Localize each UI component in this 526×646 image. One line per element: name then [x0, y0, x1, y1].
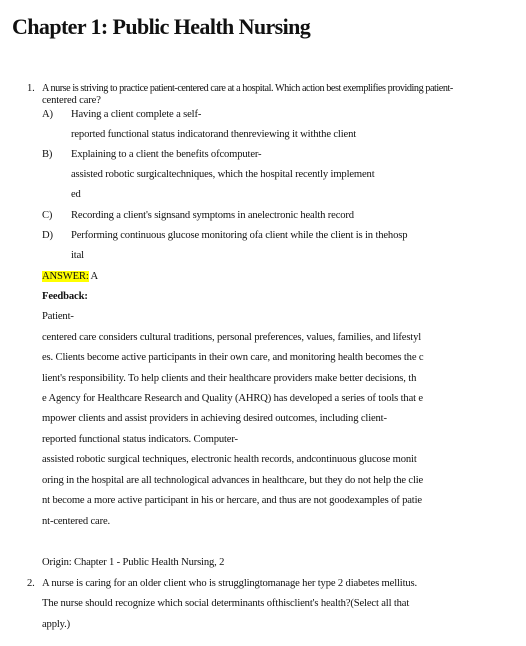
question-1-number: 1. — [27, 83, 35, 94]
question-2-number: 2. — [27, 578, 35, 589]
option-c-letter: C) — [42, 210, 53, 221]
option-b-letter: B) — [42, 149, 53, 160]
feedback-line: nt-centered care. — [42, 516, 111, 527]
option-d-line-1: Performing continuous glucose monitoring ofa client while the client is in thehosp — [71, 230, 408, 241]
option-a-letter: A) — [42, 109, 53, 120]
feedback-line: reported functional status indicators. Computer- — [42, 434, 238, 445]
option-b-line-3: ed — [71, 189, 81, 200]
question-1-stem-line-2: centered care? — [42, 95, 101, 106]
feedback-line: assisted robotic surgical techniques, electronic health records, andcontinuous glucose monit — [42, 454, 417, 465]
option-d-line-2: ital — [71, 250, 84, 261]
answer-row — [42, 271, 98, 283]
question-2-stem-line-1: A nurse is caring for an older client who is strugglingtomanage her type 2 diabetes mellitus. — [42, 578, 417, 589]
feedback-line: Patient- — [42, 311, 74, 322]
answer-value: A — [90, 271, 99, 282]
question-2-stem-line-2: The nurse should recognize which social determinants ofthisclient's health?(Select all that — [42, 598, 410, 609]
feedback-line: e Agency for Healthcare Research and Quality (AHRQ) has developed a series of tools that e — [42, 393, 423, 404]
origin-line: Origin: Chapter 1 - Public Health Nursing, 2 — [42, 557, 225, 568]
option-b-line-2: assisted robotic surgicaltechniques, which the hospital recently implement — [71, 169, 375, 180]
option-d-letter: D) — [42, 230, 53, 241]
question-2-stem-line-3: apply.) — [42, 619, 70, 630]
feedback-line: oring in the hospital are all technological advances in healthcare, but they do not help the clie — [42, 475, 424, 486]
feedback-line: nt become a more active participant in his or hercare, and thus are not goodexamples of patie — [42, 495, 422, 506]
question-1-stem-line-1: A nurse is striving to practice patient-centered care at a hospital. Which action best exemplifies providing patient- — [42, 83, 453, 94]
option-a-line-1: Having a client complete a self- — [71, 109, 202, 120]
option-b-line-1: Explaining to a client the benefits ofcomputer- — [71, 149, 262, 160]
feedback-label: Feedback: — [42, 291, 88, 302]
option-c-line-1: Recording a client's signsand symptoms in anelectronic health record — [71, 210, 354, 221]
answer-label: ANSWER: — [42, 271, 89, 282]
feedback-line: centered care considers cultural traditions, personal preferences, values, families, and lifestyl — [42, 332, 422, 343]
option-a-line-2: reported functional status indicatorand thenreviewing it withthe client — [71, 129, 357, 140]
chapter-title: Chapter 1: Public Health Nursing — [12, 14, 311, 39]
feedback-line: lient's responsibility. To help clients and their healthcare providers make better decisions, th — [42, 373, 417, 384]
feedback-line: mpower clients and assist providers in achieving desired outcomes, including client- — [42, 413, 387, 424]
feedback-line: es. Clients become active participants in their own care, and monitoring health becomes the c — [42, 352, 424, 363]
